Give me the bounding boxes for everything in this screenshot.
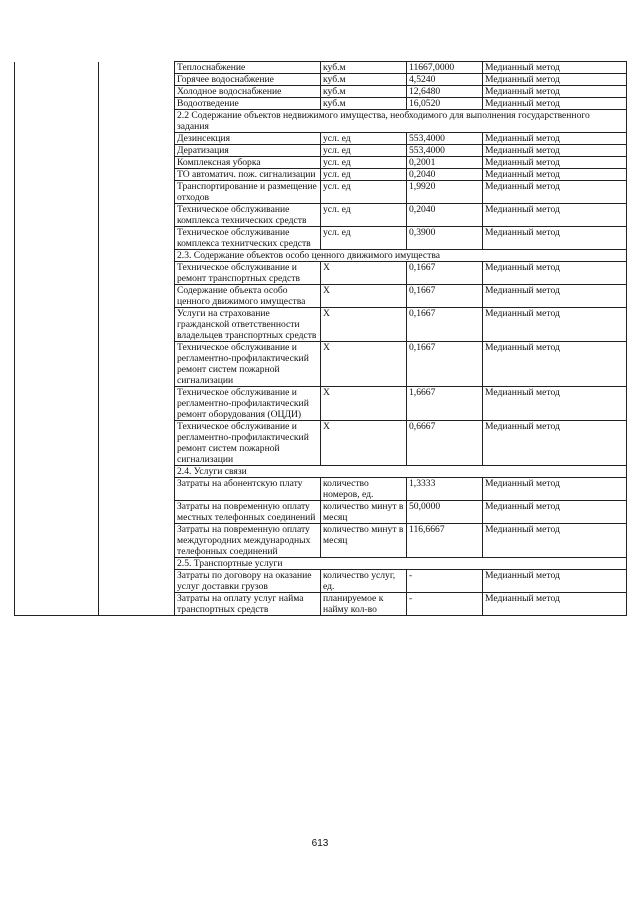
cost-item-name: Транспортирование и размещение отходов xyxy=(175,181,321,204)
value-cell: 0,2040 xyxy=(407,169,483,181)
method-cell: Медианный метод xyxy=(483,145,627,157)
table-row xyxy=(15,62,627,74)
method-cell: Медианный метод xyxy=(483,86,627,98)
method-cell: Медианный метод xyxy=(483,285,627,308)
blank-cell-a xyxy=(15,62,99,616)
cost-item-name: Содержание объекта особо ценного движимого имущества xyxy=(175,285,321,308)
value-cell: 0,1667 xyxy=(407,285,483,308)
value-cell: 0,3900 xyxy=(407,227,483,250)
value-cell: 0,2001 xyxy=(407,157,483,169)
method-cell: Медианный метод xyxy=(483,98,627,110)
method-cell: Медианный метод xyxy=(483,262,627,285)
section-heading: 2.4. Услуги связи xyxy=(175,466,627,478)
method-cell: Медианный метод xyxy=(483,74,627,86)
cost-table-body xyxy=(15,62,627,616)
value-cell: 50,0000 xyxy=(407,501,483,524)
value-cell: 1,6667 xyxy=(407,387,483,421)
unit-cell: количество номеров, ед. xyxy=(321,478,407,501)
value-cell: 0,1667 xyxy=(407,342,483,387)
unit-cell: куб.м xyxy=(321,98,407,110)
unit-cell: Х xyxy=(321,285,407,308)
cost-item-name: Затраты на повременную оплату местных телефонных соединений xyxy=(175,501,321,524)
page-number: 613 xyxy=(311,838,329,849)
cost-item-name: Горячее водоснабжение xyxy=(175,74,321,86)
value-cell: 0,2040 xyxy=(407,204,483,227)
method-cell: Медианный метод xyxy=(483,501,627,524)
method-cell: Медианный метод xyxy=(483,181,627,204)
value-cell: 1,3333 xyxy=(407,478,483,501)
method-cell: Медианный метод xyxy=(483,421,627,466)
unit-cell: количество минут в месяц xyxy=(321,524,407,558)
value-cell: - xyxy=(407,593,483,616)
method-cell: Медианный метод xyxy=(483,387,627,421)
cost-item-name: Услуги на страхование гражданской ответственности владельцев транспортных средств xyxy=(175,308,321,342)
section-heading: 2.5. Транспортные услуги xyxy=(175,558,627,570)
cost-item-name: Техническое обслуживание комплекса технических средств xyxy=(175,204,321,227)
cost-item-name: Комплексная уборка xyxy=(175,157,321,169)
unit-cell: куб.м xyxy=(321,74,407,86)
method-cell: Медианный метод xyxy=(483,308,627,342)
method-cell: Медианный метод xyxy=(483,342,627,387)
cost-item-name: Техническое обслуживание и регламентно-профилактический ремонт систем пожарной сигнализации xyxy=(175,342,321,387)
unit-cell: усл. ед xyxy=(321,204,407,227)
unit-cell: куб.м xyxy=(321,62,407,74)
unit-cell: Х xyxy=(321,342,407,387)
method-cell: Медианный метод xyxy=(483,593,627,616)
cost-item-name: Техническое обслуживание комплекса технитческих средств xyxy=(175,227,321,250)
cost-item-name: Дезинсекция xyxy=(175,133,321,145)
unit-cell: усл. ед xyxy=(321,157,407,169)
method-cell: Медианный метод xyxy=(483,524,627,558)
value-cell: 0,1667 xyxy=(407,308,483,342)
unit-cell: усл. ед xyxy=(321,181,407,204)
method-cell: Медианный метод xyxy=(483,570,627,593)
unit-cell: количество минут в месяц xyxy=(321,501,407,524)
cost-item-name: ТО автоматич. пож. сигнализации xyxy=(175,169,321,181)
value-cell: 1,9920 xyxy=(407,181,483,204)
method-cell: Медианный метод xyxy=(483,227,627,250)
value-cell: 0,1667 xyxy=(407,262,483,285)
cost-table xyxy=(14,61,627,616)
unit-cell: усл. ед xyxy=(321,145,407,157)
cost-item-name: Техническое обслуживание и ремонт транспортных средств xyxy=(175,262,321,285)
unit-cell: Х xyxy=(321,308,407,342)
cost-item-name: Затраты на абонентскую плату xyxy=(175,478,321,501)
cost-item-name: Техническое обслуживание и регламентно-профилактический ремонт оборудования (ОЦДИ) xyxy=(175,387,321,421)
method-cell: Медианный метод xyxy=(483,157,627,169)
cost-item-name: Техническое обслуживание и регламентно-профилактический ремонт систем пожарной сигнализации xyxy=(175,421,321,466)
value-cell: - xyxy=(407,570,483,593)
value-cell: 0,6667 xyxy=(407,421,483,466)
value-cell: 553,4000 xyxy=(407,133,483,145)
method-cell: Медианный метод xyxy=(483,62,627,74)
value-cell: 16,0520 xyxy=(407,98,483,110)
unit-cell: куб.м xyxy=(321,86,407,98)
unit-cell: Х xyxy=(321,387,407,421)
method-cell: Медианный метод xyxy=(483,133,627,145)
blank-cell-b xyxy=(99,62,175,616)
unit-cell: усл. ед xyxy=(321,227,407,250)
unit-cell: планируемое к найму кол-во xyxy=(321,593,407,616)
cost-item-name: Холодное водоснабжение xyxy=(175,86,321,98)
unit-cell: количество услуг, ед. xyxy=(321,570,407,593)
cost-item-name: Затраты на повременную оплату междугородних международных телефонных соединений xyxy=(175,524,321,558)
cost-item-name: Затраты по договору на оказание услуг доставки грузов xyxy=(175,570,321,593)
value-cell: 4,5240 xyxy=(407,74,483,86)
unit-cell: усл. ед xyxy=(321,133,407,145)
value-cell: 11667,0000 xyxy=(407,62,483,74)
method-cell: Медианный метод xyxy=(483,169,627,181)
cost-item-name: Теплоснабжение xyxy=(175,62,321,74)
cost-item-name: Водоотведение xyxy=(175,98,321,110)
value-cell: 553,4000 xyxy=(407,145,483,157)
section-heading: 2.3. Содержание объектов особо ценного движимого имущества xyxy=(175,250,627,262)
unit-cell: Х xyxy=(321,421,407,466)
value-cell: 12,6480 xyxy=(407,86,483,98)
cost-item-name: Дератизация xyxy=(175,145,321,157)
unit-cell: усл. ед xyxy=(321,169,407,181)
section-heading: 2.2 Содержание объектов недвижимого имущества, необходимого для выполнения государственного задания xyxy=(175,110,627,133)
unit-cell: Х xyxy=(321,262,407,285)
method-cell: Медианный метод xyxy=(483,478,627,501)
method-cell: Медианный метод xyxy=(483,204,627,227)
cost-item-name: Затраты на оплату услуг найма транспортных средств xyxy=(175,593,321,616)
value-cell: 116,6667 xyxy=(407,524,483,558)
